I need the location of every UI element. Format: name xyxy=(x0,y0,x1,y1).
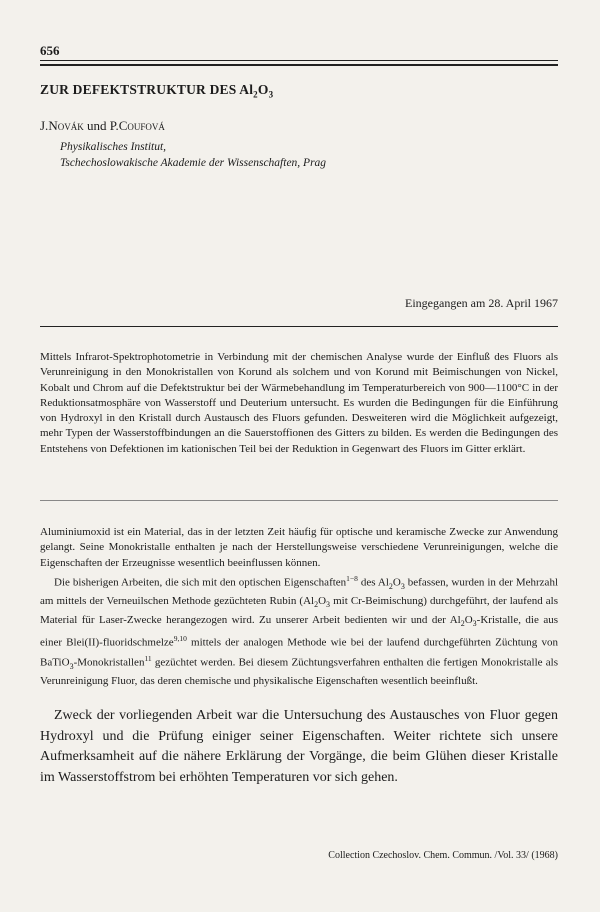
p2-text: O xyxy=(318,595,327,608)
affiliation-line1: Physikalisches Institut, xyxy=(60,141,167,153)
paragraph-1: Aluminiumoxid ist ein Material, das in der letzten Zeit häufig für optische und keramische Zwecke zur Anwendung gelangt. Seine Monokristalle enthalten je nach der Herstellungsweise verschiedene Verunreinigungen, welche die Eigenschaften der Erzeugnisse wesentlich beeinflussen können. xyxy=(40,526,558,569)
affiliation-line2: Tschechoslowakische Akademie der Wissenschaften, Prag xyxy=(60,157,327,169)
title-oxygen: O xyxy=(257,82,269,97)
ref-11: 11 xyxy=(144,653,152,663)
subscript: 3 xyxy=(326,600,331,610)
affiliation xyxy=(60,139,326,171)
p2-text: O xyxy=(464,613,473,626)
p2-text: Die bisherigen Arbeiten, die sich mit den optischen Eigenschaften xyxy=(54,576,347,589)
subscript: 2 xyxy=(388,581,393,591)
author2-initial: P. xyxy=(109,118,119,133)
title-subscript-2: 2 xyxy=(253,89,258,100)
abstract-top-rule xyxy=(40,326,558,327)
subscript: 3 xyxy=(69,661,74,671)
authors xyxy=(40,118,165,134)
received-date: Eingegangen am 28. April 1967 xyxy=(405,296,558,310)
paragraph-3: Zweck der vorliegenden Arbeit war die Untersuchung des Austausches von Fluor gegen Hydroxyl und die Prüfung einiger seiner Eigenschaften. Weiter richtete sich unsere Aufmerksamheit auf die nähere Erklärung der Vorgänge, die beim Glühen dieser Kristalle im Wasserstoffstrom bei erhöhten Temperaturen vor sich gehen. xyxy=(40,708,558,785)
subscript: 3 xyxy=(472,618,477,628)
p2-text: -Kristalle, die aus einer Blei(II)-fluoridschmelze xyxy=(40,613,558,649)
p2-text: befassen, wurden in der Mehrzahl am mittels der Verneuilschen Methode gezüchteten Rubin (Al xyxy=(40,576,558,608)
subscript: 2 xyxy=(460,618,465,628)
subscript: 3 xyxy=(400,581,405,591)
p2-text: mittels der analogen Methode wie bei der laufend durchgeführten Züchtung von BaTiO xyxy=(40,636,558,669)
introduction-small xyxy=(40,525,558,689)
p2-text: gezüchtet werden. Bei diesem Züchtungsverfahren enthalten die fertigen Monokristalle als Verunreinigung Fluor, das deren chemische und physikalische Eigenschaften wesentlich beeinflußt. xyxy=(40,656,558,688)
header-rule-thick xyxy=(40,64,558,66)
abstract-bottom-rule xyxy=(40,500,558,501)
paragraph-2 xyxy=(40,571,558,690)
title-text: ZUR DEFEKTSTRUKTUR DES Al xyxy=(40,82,254,97)
header-rule-thin xyxy=(40,60,558,61)
article-title xyxy=(40,82,273,100)
p2-text: -Monokristallen xyxy=(73,656,145,669)
journal-footer: Collection Czechoslov. Chem. Commun. /Vol. 33/ (1968) xyxy=(328,850,558,861)
abstract: Mittels Infrarot-Spektrophotometrie in Verbindung mit der chemischen Analyse wurde der Einfluß des Fluors als Verunreinigung in den Monokristallen von Korund als solchem und von Korund mit Beimischungen von Nickel, Kobalt und Chrom auf die Defektstruktur bei der Wärmebehandlung im Temperaturbereich von 900—1100°C in der Reduktionsatmosphäre von Wasserstoff und Deuterium untersucht. Es wurden die Bedingungen für die Einführung von Hydroxyl in den Kristall durch Austausch des Fluors gefunden. Desweiteren wird die Möglichkeit aufgezeigt, mehr Typen der Wasserstoffbindungen an die Sauerstoffionen des Gitters zu bilden. Es werden die Bedingungen des Entstehens von Defektionen im kationischen Teil bei der Reduktion in Gegenwart des Fluors im Gitter erklärt. xyxy=(40,351,558,455)
p2-text: mit Cr-Beimischung) durchgeführt, der laufend als Material für Laser-Zwecke herangezogen wird. Zu unserer Arbeit bedienten wir und der Al xyxy=(40,595,558,626)
author1-initial: J. xyxy=(40,118,49,133)
title-subscript-3: 3 xyxy=(268,89,274,100)
subscript: 2 xyxy=(314,600,319,610)
p2-text: des Al xyxy=(357,576,389,589)
author1-name: Novák xyxy=(48,118,84,133)
page-number: 656 xyxy=(40,43,60,58)
ref-9-10: 9,10 xyxy=(173,634,187,643)
author2-name: Coufová xyxy=(118,118,165,133)
ref-1-8: 1−8 xyxy=(346,573,358,583)
p2-text: O xyxy=(392,576,401,589)
authors-conjunction: und xyxy=(83,118,110,133)
